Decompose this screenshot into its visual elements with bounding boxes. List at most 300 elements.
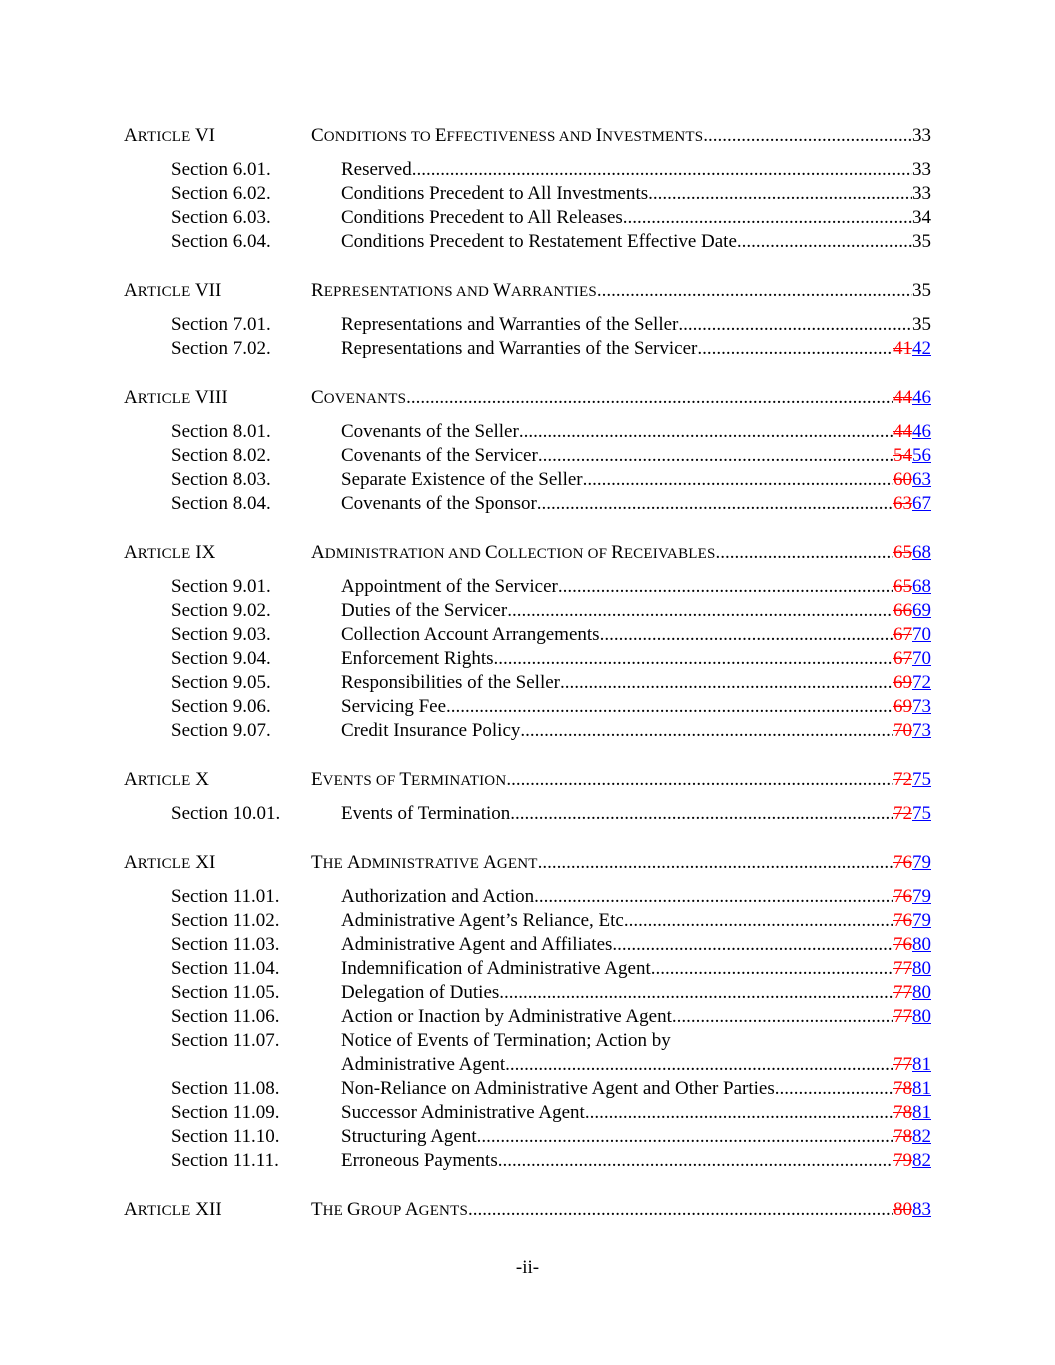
section-number: Section 11.01. bbox=[171, 886, 280, 907]
section-row bbox=[0, 671, 1055, 695]
title-initial: E bbox=[434, 125, 447, 146]
section-row bbox=[0, 1101, 1055, 1125]
page-number bbox=[893, 575, 931, 599]
section-title: Administrative Agent and Affiliates bbox=[341, 934, 613, 955]
page-number bbox=[893, 719, 931, 743]
section-number: Section 11.04. bbox=[171, 958, 280, 979]
section-number: Section 9.01. bbox=[171, 576, 271, 597]
dot-leader bbox=[623, 206, 912, 230]
dot-leader bbox=[703, 124, 912, 148]
inserted-page-link[interactable]: 46 bbox=[912, 387, 931, 408]
dot-leader bbox=[520, 719, 893, 743]
inserted-page-link[interactable]: 67 bbox=[912, 493, 931, 514]
article-numeral: XII bbox=[190, 1199, 222, 1220]
dot-leader bbox=[678, 313, 912, 337]
section-row bbox=[0, 719, 1055, 743]
article-label-rest: RTICLE bbox=[137, 773, 191, 789]
article-numeral: VIII bbox=[190, 387, 228, 408]
section-number: Section 8.04. bbox=[171, 493, 271, 514]
deleted-page-number: 69 bbox=[893, 696, 912, 717]
section-number: Section 6.04. bbox=[171, 231, 271, 252]
section-entry[interactable] bbox=[341, 313, 931, 337]
deleted-page-number: 76 bbox=[893, 910, 912, 931]
dot-leader bbox=[519, 420, 893, 444]
section-entry[interactable] bbox=[341, 599, 931, 623]
page-number bbox=[893, 1077, 931, 1101]
section-entry[interactable] bbox=[341, 719, 931, 743]
article-label-rest: RTICLE bbox=[137, 1203, 191, 1219]
article-label-rest: RTICLE bbox=[137, 391, 191, 407]
article-title-entry[interactable] bbox=[311, 851, 931, 876]
section-entry[interactable] bbox=[341, 492, 931, 516]
page-number bbox=[893, 981, 931, 1005]
dot-leader bbox=[468, 1198, 893, 1222]
page-number bbox=[893, 1125, 931, 1149]
dot-leader bbox=[406, 386, 893, 410]
deleted-page-number: 78 bbox=[893, 1126, 912, 1147]
dot-leader bbox=[537, 492, 893, 516]
section-row bbox=[0, 599, 1055, 623]
title-rest: ROUP bbox=[360, 1203, 405, 1219]
inserted-page-link[interactable]: 46 bbox=[912, 421, 931, 442]
inserted-page-link[interactable]: 70 bbox=[912, 624, 931, 645]
article-title bbox=[311, 279, 597, 304]
page-number bbox=[893, 802, 931, 826]
page-number bbox=[893, 1005, 931, 1029]
section-row bbox=[0, 1029, 1055, 1053]
dot-leader bbox=[585, 1101, 893, 1125]
section-title: Covenants of the Servicer bbox=[341, 445, 538, 466]
article-label-initial: A bbox=[124, 280, 138, 301]
title-rest: FFECTIVENESS AND bbox=[446, 129, 596, 145]
page-number bbox=[893, 885, 931, 909]
inserted-page-link[interactable]: 82 bbox=[912, 1150, 931, 1171]
deleted-page-number: 80 bbox=[893, 1199, 912, 1220]
title-rest: ERMINATION bbox=[411, 773, 507, 789]
section-entry[interactable] bbox=[341, 933, 931, 957]
section-title: Conditions Precedent to Restatement Effective Date bbox=[341, 231, 737, 252]
section-entry[interactable] bbox=[341, 575, 931, 599]
section-number: Section 11.11. bbox=[171, 1150, 279, 1171]
section-row bbox=[0, 420, 1055, 444]
page-number bbox=[893, 420, 931, 444]
deleted-page-number: 72 bbox=[893, 769, 912, 790]
page-number bbox=[893, 695, 931, 719]
section-title: Non-Reliance on Administrative Agent and Other Parties bbox=[341, 1078, 775, 1099]
deleted-page-number: 69 bbox=[893, 672, 912, 693]
section-title: Duties of the Servicer bbox=[341, 600, 508, 621]
page-number: 35 bbox=[912, 314, 931, 335]
inserted-page-link[interactable]: 56 bbox=[912, 445, 931, 466]
article-label-initial: A bbox=[124, 125, 138, 146]
section-title: Separate Existence of the Seller bbox=[341, 469, 583, 490]
page-number: 33 bbox=[912, 183, 931, 204]
article-label-initial: A bbox=[124, 542, 138, 563]
section-entry[interactable] bbox=[341, 981, 931, 1005]
deleted-page-number: 65 bbox=[893, 542, 912, 563]
dot-leader bbox=[697, 337, 893, 361]
inserted-page-link[interactable]: 81 bbox=[912, 1102, 931, 1123]
section-number: Section 6.01. bbox=[171, 159, 271, 180]
deleted-page-number: 77 bbox=[893, 1006, 912, 1027]
section-row bbox=[0, 647, 1055, 671]
section-entry[interactable] bbox=[341, 695, 931, 719]
title-initial: A bbox=[311, 542, 325, 563]
inserted-page-link[interactable]: 81 bbox=[912, 1054, 931, 1075]
section-number: Section 9.05. bbox=[171, 672, 271, 693]
section-entry[interactable] bbox=[341, 337, 931, 361]
title-initial: R bbox=[311, 280, 324, 301]
title-rest: ARRANTIES bbox=[510, 284, 597, 300]
section-row bbox=[0, 492, 1055, 516]
section-entry[interactable] bbox=[341, 1005, 931, 1029]
dot-leader bbox=[600, 623, 893, 647]
inserted-page-link[interactable]: 80 bbox=[912, 1006, 931, 1027]
section-row bbox=[0, 206, 1055, 230]
page-number bbox=[893, 671, 931, 695]
deleted-page-number: 70 bbox=[893, 720, 912, 741]
inserted-page-link[interactable]: 72 bbox=[912, 672, 931, 693]
page-number bbox=[893, 623, 931, 647]
section-title: Enforcement Rights bbox=[341, 648, 494, 669]
section-number: Section 11.02. bbox=[171, 910, 280, 931]
page-number bbox=[893, 444, 931, 468]
deleted-page-number: 79 bbox=[893, 1150, 912, 1171]
dot-leader bbox=[629, 909, 893, 933]
title-initial: R bbox=[611, 542, 624, 563]
section-title: Conditions Precedent to All Investments bbox=[341, 183, 649, 204]
article-label-rest: RTICLE bbox=[137, 129, 191, 145]
section-entry[interactable] bbox=[341, 1149, 931, 1173]
title-initial: C bbox=[311, 125, 324, 146]
section-row bbox=[0, 182, 1055, 206]
section-number: Section 9.06. bbox=[171, 696, 271, 717]
dot-leader bbox=[507, 599, 893, 623]
inserted-page-link[interactable]: 79 bbox=[912, 910, 931, 931]
dot-leader bbox=[510, 802, 893, 826]
section-number: Section 8.03. bbox=[171, 469, 271, 490]
section-entry[interactable] bbox=[341, 206, 931, 230]
section-row bbox=[0, 802, 1055, 826]
article-title bbox=[311, 386, 406, 411]
page-number bbox=[893, 1053, 931, 1077]
article-label bbox=[124, 1198, 222, 1223]
dot-leader bbox=[775, 1077, 893, 1101]
section-entry[interactable] bbox=[341, 671, 931, 695]
title-initial: T bbox=[399, 769, 412, 790]
section-row bbox=[0, 337, 1055, 361]
dot-leader bbox=[506, 768, 893, 792]
section-row bbox=[0, 981, 1055, 1005]
deleted-page-number: 67 bbox=[893, 648, 912, 669]
section-title: Representations and Warranties of the Servicer bbox=[341, 338, 698, 359]
deleted-page-number: 66 bbox=[893, 600, 912, 621]
inserted-page-link[interactable]: 73 bbox=[912, 696, 931, 717]
page-number bbox=[893, 933, 931, 957]
section-row bbox=[0, 695, 1055, 719]
dot-leader bbox=[558, 575, 893, 599]
dot-leader bbox=[505, 1053, 893, 1077]
section-title: Appointment of the Servicer bbox=[341, 576, 558, 597]
section-row bbox=[0, 933, 1055, 957]
section-number: Section 11.09. bbox=[171, 1102, 280, 1123]
section-entry[interactable] bbox=[341, 158, 931, 182]
page-number bbox=[893, 337, 931, 361]
section-row bbox=[0, 1149, 1055, 1173]
section-entry[interactable] bbox=[341, 230, 931, 254]
dot-leader bbox=[477, 1125, 893, 1149]
section-title: Representations and Warranties of the Seller bbox=[341, 314, 679, 335]
inserted-page-link[interactable]: 68 bbox=[912, 576, 931, 597]
section-title: Credit Insurance Policy bbox=[341, 720, 521, 741]
title-rest: GENT bbox=[496, 856, 538, 872]
inserted-page-link[interactable]: 73 bbox=[912, 720, 931, 741]
article-title bbox=[311, 768, 506, 793]
page-number: -ii- bbox=[515, 1257, 540, 1278]
title-initial: T bbox=[311, 1199, 323, 1220]
dot-leader bbox=[648, 182, 912, 206]
title-rest: VENTS OF bbox=[322, 773, 400, 789]
title-rest: NVESTMENTS bbox=[602, 129, 704, 145]
title-initial: C bbox=[311, 387, 324, 408]
title-rest: OLLECTION OF bbox=[497, 546, 612, 562]
section-entry[interactable] bbox=[341, 623, 931, 647]
section-row bbox=[0, 158, 1055, 182]
title-initial: I bbox=[595, 125, 603, 146]
inserted-page-link[interactable]: 79 bbox=[912, 852, 931, 873]
article-heading-row bbox=[0, 851, 1055, 875]
deleted-page-number: 65 bbox=[893, 576, 912, 597]
article-label-initial: A bbox=[124, 387, 138, 408]
section-entry[interactable] bbox=[341, 468, 931, 492]
section-number: Section 9.02. bbox=[171, 600, 271, 621]
page-number bbox=[893, 768, 931, 792]
section-entry[interactable] bbox=[341, 1101, 931, 1125]
section-title: Administrative Agent bbox=[341, 1054, 506, 1075]
dot-leader bbox=[583, 468, 893, 492]
page-number: 33 bbox=[912, 159, 931, 180]
section-row-continued bbox=[0, 1053, 1055, 1077]
article-label-initial: A bbox=[124, 1199, 138, 1220]
deleted-page-number: 72 bbox=[893, 803, 912, 824]
inserted-page-link[interactable]: 63 bbox=[912, 469, 931, 490]
dot-leader bbox=[412, 158, 912, 182]
page-number: 35 bbox=[912, 280, 931, 301]
title-rest: GENTS bbox=[418, 1203, 468, 1219]
title-rest: DMINISTRATION AND bbox=[324, 546, 485, 562]
article-label bbox=[124, 279, 221, 304]
title-initial: G bbox=[346, 1199, 361, 1220]
inserted-page-link[interactable]: 69 bbox=[912, 600, 931, 621]
page-number bbox=[893, 1149, 931, 1173]
table-of-contents bbox=[0, 124, 1055, 1232]
section-title-line[interactable]: Notice of Events of Termination; Action by bbox=[341, 1030, 671, 1051]
section-number: Section 9.07. bbox=[171, 720, 271, 741]
section-row bbox=[0, 885, 1055, 909]
section-row bbox=[0, 1125, 1055, 1149]
inserted-page-link[interactable]: 75 bbox=[912, 803, 931, 824]
dot-leader bbox=[494, 647, 894, 671]
title-rest: ECEIVABLES bbox=[623, 546, 716, 562]
article-title-entry[interactable] bbox=[311, 279, 931, 304]
section-number: Section 10.01. bbox=[171, 803, 281, 824]
dot-leader bbox=[597, 279, 912, 303]
section-title: Responsibilities of the Seller bbox=[341, 672, 561, 693]
section-number: Section 11.06. bbox=[171, 1006, 280, 1027]
section-number: Section 6.02. bbox=[171, 183, 271, 204]
deleted-page-number: 78 bbox=[893, 1102, 912, 1123]
article-label-initial: A bbox=[124, 769, 138, 790]
deleted-page-number: 44 bbox=[893, 421, 912, 442]
dot-leader bbox=[651, 957, 893, 981]
article-numeral: XI bbox=[190, 852, 216, 873]
article-title bbox=[311, 1198, 468, 1223]
dot-leader bbox=[716, 541, 893, 565]
dot-leader bbox=[672, 1005, 893, 1029]
article-title-entry[interactable] bbox=[311, 1198, 931, 1223]
article-heading-row bbox=[0, 768, 1055, 792]
dot-leader bbox=[538, 444, 893, 468]
article-title bbox=[311, 124, 703, 149]
dot-leader bbox=[498, 1149, 893, 1173]
section-title: Action or Inaction by Administrative Agent bbox=[341, 1006, 672, 1027]
article-title-entry[interactable] bbox=[311, 768, 931, 793]
section-title: Erroneous Payments bbox=[341, 1150, 498, 1171]
title-rest: OVENANTS bbox=[323, 391, 407, 407]
inserted-page-link[interactable]: 79 bbox=[912, 886, 931, 907]
section-row bbox=[0, 230, 1055, 254]
title-rest: HE bbox=[322, 1203, 347, 1219]
title-rest: ONDITIONS TO bbox=[323, 129, 435, 145]
title-initial: E bbox=[311, 769, 323, 790]
section-number: Section 9.04. bbox=[171, 648, 271, 669]
title-initial: C bbox=[485, 542, 498, 563]
article-label bbox=[124, 124, 215, 149]
section-row bbox=[0, 623, 1055, 647]
section-entry[interactable] bbox=[341, 885, 931, 909]
page-number bbox=[893, 468, 931, 492]
dot-leader bbox=[560, 671, 893, 695]
article-numeral: VI bbox=[190, 125, 215, 146]
page-number bbox=[893, 492, 931, 516]
section-number: Section 11.03. bbox=[171, 934, 280, 955]
deleted-page-number: 76 bbox=[893, 886, 912, 907]
deleted-page-number: 67 bbox=[893, 624, 912, 645]
title-rest: EPRESENTATIONS AND bbox=[323, 284, 493, 300]
deleted-page-number: 44 bbox=[893, 387, 912, 408]
title-initial: A bbox=[404, 1199, 419, 1220]
section-number: Section 6.03. bbox=[171, 207, 271, 228]
section-entry[interactable] bbox=[341, 647, 931, 671]
section-number: Section 7.01. bbox=[171, 314, 271, 335]
title-initial: T bbox=[311, 852, 323, 873]
title-initial: A bbox=[346, 852, 361, 873]
article-heading-row bbox=[0, 279, 1055, 303]
page-number: 35 bbox=[912, 231, 931, 252]
inserted-page-link[interactable]: 75 bbox=[912, 769, 931, 790]
inserted-page-link[interactable]: 81 bbox=[912, 1078, 931, 1099]
section-title: Events of Termination bbox=[341, 803, 511, 824]
inserted-page-link[interactable]: 82 bbox=[912, 1126, 931, 1147]
section-entry[interactable] bbox=[341, 1077, 931, 1101]
deleted-page-number: 78 bbox=[893, 1078, 912, 1099]
section-row bbox=[0, 313, 1055, 337]
section-row bbox=[0, 1077, 1055, 1101]
inserted-page-link[interactable]: 80 bbox=[912, 958, 931, 979]
article-label bbox=[124, 386, 228, 411]
dot-leader bbox=[538, 851, 893, 875]
article-title-entry[interactable] bbox=[311, 124, 931, 149]
article-label-rest: RTICLE bbox=[137, 856, 191, 872]
dot-leader bbox=[612, 933, 893, 957]
deleted-page-number: 76 bbox=[893, 852, 912, 873]
article-heading-row bbox=[0, 541, 1055, 565]
dot-leader bbox=[737, 230, 912, 254]
inserted-page-link[interactable]: 68 bbox=[912, 542, 931, 563]
article-numeral: IX bbox=[190, 542, 216, 563]
title-rest: HE bbox=[322, 856, 347, 872]
article-numeral: VII bbox=[190, 280, 222, 301]
section-entry[interactable] bbox=[341, 957, 931, 981]
article-title-entry[interactable] bbox=[311, 386, 931, 411]
section-number: Section 11.07. bbox=[171, 1030, 280, 1051]
article-label bbox=[124, 768, 209, 793]
article-heading-row bbox=[0, 1198, 1055, 1222]
inserted-page-link[interactable]: 70 bbox=[912, 648, 931, 669]
section-entry[interactable] bbox=[341, 802, 931, 826]
inserted-page-link[interactable]: 42 bbox=[912, 338, 931, 359]
section-title: Servicing Fee bbox=[341, 696, 447, 717]
page-number bbox=[893, 1198, 931, 1222]
article-heading-row bbox=[0, 124, 1055, 148]
deleted-page-number: 77 bbox=[893, 1054, 912, 1075]
article-title bbox=[311, 851, 538, 876]
dot-leader bbox=[446, 695, 893, 719]
article-heading-row bbox=[0, 386, 1055, 410]
inserted-page-link[interactable]: 83 bbox=[912, 1199, 931, 1220]
section-number: Section 11.10. bbox=[171, 1126, 280, 1147]
section-entry[interactable] bbox=[341, 1125, 931, 1149]
article-title bbox=[311, 541, 716, 566]
section-entry[interactable] bbox=[341, 420, 931, 444]
article-label-rest: RTICLE bbox=[137, 546, 191, 562]
section-entry[interactable] bbox=[341, 1053, 931, 1077]
article-title-entry[interactable] bbox=[311, 541, 931, 566]
page-number: 34 bbox=[912, 207, 931, 228]
section-title: Reserved bbox=[341, 159, 412, 180]
section-entry[interactable] bbox=[341, 909, 931, 933]
section-title: Successor Administrative Agent bbox=[341, 1102, 585, 1123]
section-entry[interactable] bbox=[341, 182, 931, 206]
article-label bbox=[124, 541, 215, 566]
section-title: Administrative Agent’s Reliance, Etc. bbox=[341, 910, 629, 931]
section-number: Section 9.03. bbox=[171, 624, 271, 645]
section-number: Section 11.05. bbox=[171, 982, 280, 1003]
section-row bbox=[0, 468, 1055, 492]
page-number: 33 bbox=[912, 125, 931, 146]
dot-leader bbox=[534, 885, 893, 909]
section-row bbox=[0, 957, 1055, 981]
deleted-page-number: 76 bbox=[893, 934, 912, 955]
section-row bbox=[0, 909, 1055, 933]
section-title: Indemnification of Administrative Agent bbox=[341, 958, 651, 979]
section-number: Section 8.02. bbox=[171, 445, 271, 466]
article-label-rest: RTICLE bbox=[137, 284, 191, 300]
inserted-page-link[interactable]: 80 bbox=[912, 982, 931, 1003]
section-title: Covenants of the Seller bbox=[341, 421, 519, 442]
inserted-page-link[interactable]: 80 bbox=[912, 934, 931, 955]
section-entry[interactable] bbox=[341, 444, 931, 468]
